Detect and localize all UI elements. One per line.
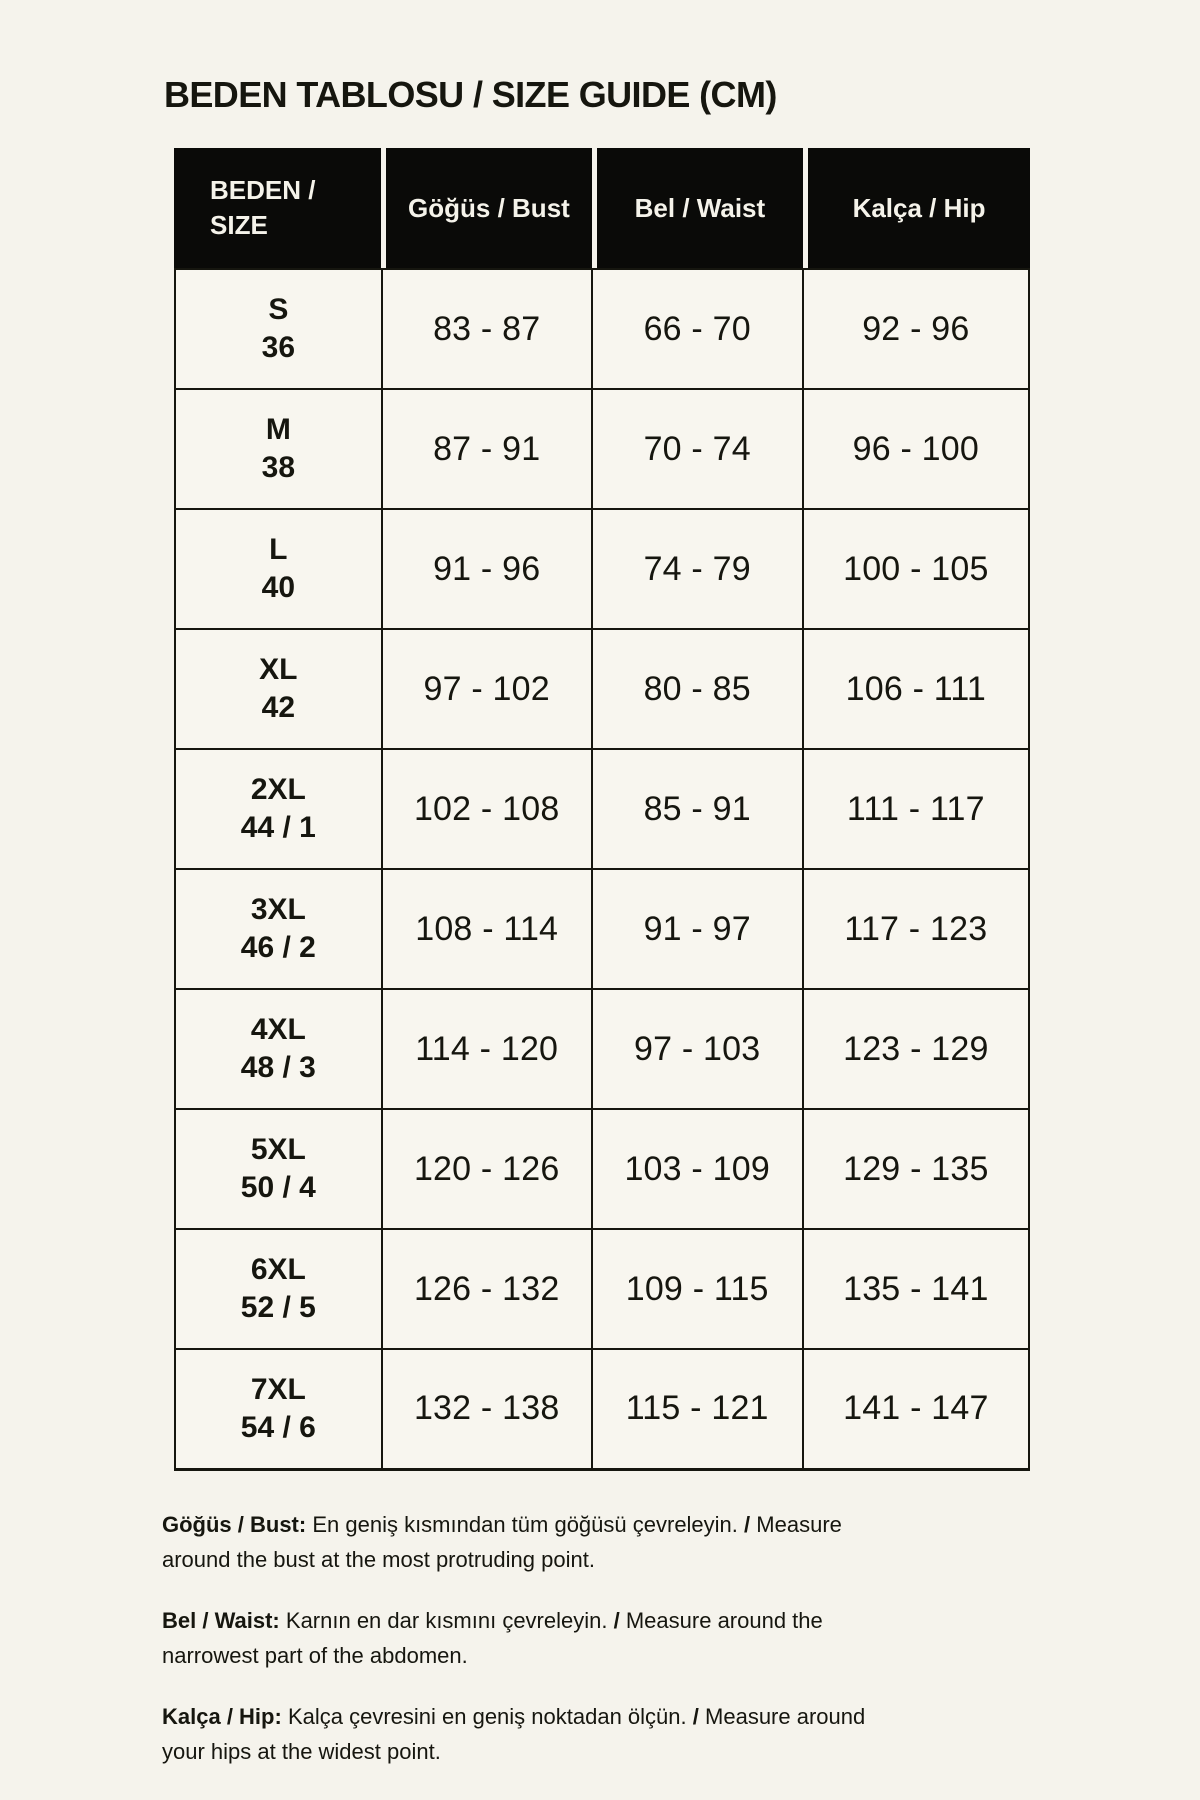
hip-cell: 129 - 135 <box>803 1109 1029 1229</box>
bust-cell: 83 - 87 <box>382 269 592 389</box>
waist-cell: 97 - 103 <box>592 989 803 1109</box>
hip-cell: 106 - 111 <box>803 629 1029 749</box>
bust-cell: 132 - 138 <box>382 1349 592 1469</box>
table-row <box>175 1109 1029 1229</box>
hip-cell: 96 - 100 <box>803 389 1029 509</box>
note-hip: Kalça / Hip: Kalça çevresini en geniş noktadan ölçün. / Measure around your hips at the widest point. <box>162 1703 866 1764</box>
note-separator: / <box>692 1703 699 1729</box>
bust-cell: 126 - 132 <box>382 1229 592 1349</box>
header-cell-size <box>174 148 381 268</box>
size-cell: XL 42 <box>175 629 382 749</box>
size-cell: L 40 <box>175 509 382 629</box>
table-header-row <box>174 148 1030 268</box>
note-hip-label: Kalça / Hip: <box>162 1703 282 1729</box>
waist-cell: 91 - 97 <box>592 869 803 989</box>
waist-cell: 115 - 121 <box>592 1349 803 1469</box>
waist-cell: 109 - 115 <box>592 1229 803 1349</box>
size-cell: 4XL 48 / 3 <box>175 989 382 1109</box>
hip-cell: 123 - 129 <box>803 989 1029 1109</box>
bust-cell: 102 - 108 <box>382 749 592 869</box>
header-size-line1: BEDEN / <box>210 175 316 205</box>
note-bust: Göğüs / Bust: En geniş kısmından tüm göğüsü çevreleyin. / Measure around the bust at the most protruding point. <box>162 1511 842 1572</box>
note-waist-label: Bel / Waist: <box>162 1607 280 1633</box>
size-cell: S 36 <box>175 269 382 389</box>
table-row <box>175 269 1029 389</box>
note-waist: Bel / Waist: Karnın en dar kısmını çevreleyin. / Measure around the narrowest part of the abdomen. <box>162 1607 823 1668</box>
table-body <box>174 268 1030 1471</box>
bust-cell: 120 - 126 <box>382 1109 592 1229</box>
hip-cell: 135 - 141 <box>803 1229 1029 1349</box>
table-row <box>175 749 1029 869</box>
size-cell: 6XL 52 / 5 <box>175 1229 382 1349</box>
size-cell: 2XL 44 / 1 <box>175 749 382 869</box>
hip-cell: 117 - 123 <box>803 869 1029 989</box>
table-row <box>175 509 1029 629</box>
page-title: BEDEN TABLOSU / SIZE GUIDE (CM) <box>164 74 777 115</box>
table-row <box>175 1229 1029 1349</box>
size-cell: M 38 <box>175 389 382 509</box>
measurement-notes <box>162 1507 900 1769</box>
table-row <box>175 629 1029 749</box>
size-cell: 7XL 54 / 6 <box>175 1349 382 1469</box>
hip-cell: 100 - 105 <box>803 509 1029 629</box>
size-cell: 3XL 46 / 2 <box>175 869 382 989</box>
note-separator: / <box>744 1511 751 1537</box>
hip-cell: 92 - 96 <box>803 269 1029 389</box>
header-size-line2: SIZE <box>210 210 268 240</box>
bust-cell: 97 - 102 <box>382 629 592 749</box>
hip-cell: 111 - 117 <box>803 749 1029 869</box>
waist-cell: 74 - 79 <box>592 509 803 629</box>
bust-cell: 91 - 96 <box>382 509 592 629</box>
note-bust-label: Göğüs / Bust: <box>162 1511 307 1537</box>
size-guide-table <box>174 148 1030 1471</box>
waist-cell: 66 - 70 <box>592 269 803 389</box>
waist-cell: 103 - 109 <box>592 1109 803 1229</box>
header-cell-bust: Göğüs / Bust <box>381 148 592 268</box>
waist-cell: 80 - 85 <box>592 629 803 749</box>
table-row <box>175 1349 1029 1469</box>
waist-cell: 85 - 91 <box>592 749 803 869</box>
header-cell-waist: Bel / Waist <box>592 148 803 268</box>
bust-cell: 108 - 114 <box>382 869 592 989</box>
size-cell: 5XL 50 / 4 <box>175 1109 382 1229</box>
bust-cell: 87 - 91 <box>382 389 592 509</box>
hip-cell: 141 - 147 <box>803 1349 1029 1469</box>
waist-cell: 70 - 74 <box>592 389 803 509</box>
table-row <box>175 869 1029 989</box>
bust-cell: 114 - 120 <box>382 989 592 1109</box>
table-row <box>175 989 1029 1109</box>
header-cell-hip: Kalça / Hip <box>803 148 1030 268</box>
note-separator: / <box>613 1607 620 1633</box>
table-row <box>175 389 1029 509</box>
